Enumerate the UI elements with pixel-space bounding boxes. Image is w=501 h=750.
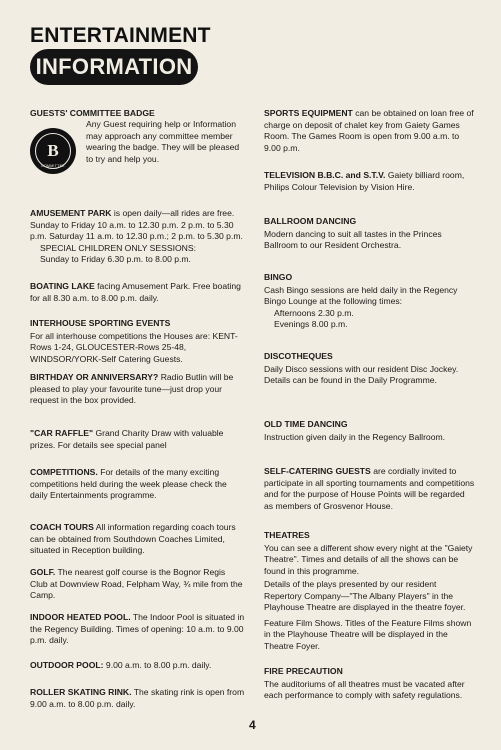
theatres-section [264, 530, 476, 652]
television-section [264, 170, 476, 193]
theatres-paragraph-3: Feature Film Shows. Titles of the Feature Films shown in the Playhouse Theatre will be displayed in the Theatre Foyer. [264, 617, 472, 651]
outdoor-pool-section [30, 660, 245, 672]
self-catering-section [264, 466, 476, 512]
bingo-evenings: Evenings 8.00 p.m. [274, 319, 348, 329]
sports-equipment-section [264, 108, 476, 154]
committee-badge-text: Any Guest requiring help or Information may approach any committee member wearing the badge. They will be pleased to try and help you. [86, 119, 240, 164]
television-heading: TELEVISION B.B.C. and S.T.V. [264, 170, 386, 180]
golf-section [30, 567, 245, 602]
indoor-pool-text: The Indoor Pool is situated in the Regency Building. Times of opening: 10 a.m. to 9.00 p.m. daily. [30, 612, 245, 645]
theatres-heading: THEATRES [264, 530, 310, 540]
television-text: Gaiety billiard room, Philips Colour Television by Vision Hire. [264, 170, 465, 192]
committee-badge-icon [30, 128, 76, 174]
interhouse-section [30, 318, 245, 365]
self-catering-text: are cordially invited to participate in all sporting tournaments and competitions and for the purpose of House Points will be regarded as members of Grosvenor House. [264, 466, 475, 511]
self-catering-heading: SELF-CATERING GUESTS [264, 466, 371, 476]
bingo-heading: BINGO [264, 272, 293, 282]
fire-precaution-heading: FIRE PRECAUTION [264, 666, 343, 676]
indoor-pool-section [30, 612, 245, 647]
amusement-park-special: SPECIAL CHILDREN ONLY SESSIONS: [40, 242, 197, 253]
page-number: 4 [249, 718, 256, 732]
old-time-dancing-text: Instruction given daily in the Regency Ballroom. [264, 431, 446, 442]
theatres-paragraph-1: You can see a different show every night at the "Gaiety Theatre". Times and details of all the shows can be found in this programme. [264, 542, 473, 576]
ballroom-heading: BALLROOM DANCING [264, 216, 357, 226]
roller-skating-heading: ROLLER SKATING RINK. [30, 687, 132, 697]
birthday-section [30, 372, 245, 407]
roller-skating-text: The skating rink is open from 9.00 a.m. to 8.00 p.m. daily. [30, 687, 245, 709]
old-time-dancing-heading: OLD TIME DANCING [264, 419, 348, 429]
amusement-park-text: is open daily—all rides are free. Sunday to Friday 10 a.m. to 12.30 p.m. 2 p.m. to 5.30 p.m. Saturday 11 a.m. to 12.30 p.m.; 2 p.m. to 5.30 p.m. [30, 208, 243, 241]
committee-badge-heading: GUESTS' COMMITTEE BADGE [30, 108, 155, 118]
amusement-park-section [30, 208, 245, 266]
coach-tours-heading: COACH TOURS [30, 522, 94, 532]
interhouse-heading: INTERHOUSE SPORTING EVENTS [30, 318, 171, 328]
boating-lake-heading: BOATING LAKE [30, 281, 95, 291]
outdoor-pool-heading: OUTDOOR POOL: [30, 660, 104, 670]
sports-equipment-text: can be obtained on loan free of charge on deposit of chalet key from Gaiety Games Room. The Games Room is open from 9.00 a.m. to 9.00 p.m. [264, 108, 474, 153]
discotheques-section [264, 351, 476, 387]
sports-equipment-heading: SPORTS EQUIPMENT [264, 108, 353, 118]
ballroom-text: Modern dancing to suit all tastes in the Princes Ballroom to our Resident Orchestra. [264, 228, 442, 250]
car-raffle-text: Grand Charity Draw with valuable prizes. For details see special panel [30, 428, 224, 450]
discotheques-text: Daily Disco sessions with our resident Disc Jockey. Details can be found in the Daily Programme. [264, 363, 459, 385]
theatres-paragraph-2: Details of the plays presented by our resident Repertory Company—"The Albany Players" in the Playhouse Theatre are displayed in the theatre foyer. [264, 579, 466, 612]
car-raffle-section [30, 428, 245, 451]
outdoor-pool-text: 9.00 a.m. to 8.00 p.m. daily. [105, 660, 212, 670]
committee-badge-section [30, 108, 245, 183]
old-time-dancing-section [264, 419, 476, 443]
golf-heading: GOLF. [30, 567, 56, 577]
indoor-pool-heading: INDOOR HEATED POOL. [30, 612, 131, 622]
golf-text: The nearest golf course is the Bognor Regis Club at Downview Road, Felpham Way, ¾ mile from the Camp. [30, 567, 243, 600]
amusement-park-heading: AMUSEMENT PARK [30, 208, 112, 218]
birthday-text: Radio Butlin will be pleased to play your favourite tune—just drop your request in the box provided. [30, 372, 234, 405]
coach-tours-text: All information regarding coach tours can be obtained from Southdown Coaches Limited, situated in Reception building. [30, 522, 236, 555]
amusement-park-special-times: Sunday to Friday 6.30 p.m. to 8.00 p.m. [40, 254, 191, 264]
badge-ring-text: COMMITTEE [41, 164, 65, 168]
car-raffle-heading: "CAR RAFFLE" [30, 428, 94, 438]
competitions-heading: COMPETITIONS. [30, 467, 98, 477]
page-title: ENTERTAINMENT [30, 24, 211, 47]
coach-tours-section [30, 522, 245, 557]
interhouse-text: For all interhouse competitions the Houses are: KENT-Rows 1-24, GLOUCESTER-Rows 25-48, WINDSOR/YORK-Self Catering Guests. [30, 330, 238, 364]
ballroom-section [264, 216, 476, 252]
bingo-afternoons: Afternoons 2.30 p.m. [274, 307, 354, 318]
bingo-section [264, 272, 476, 331]
fire-precaution-text: The auditoriums of all theatres must be vacated after each performance to comply with safety regulations. [264, 678, 465, 700]
competitions-text: For details of the many exciting competitions held during the week please check the daily Entertainments programme. [30, 467, 227, 500]
bingo-text: Cash Bingo sessions are held daily in the Regency Bingo Lounge at the following times: [264, 284, 458, 306]
boating-lake-text: facing Amusement Park. Free boating for all 8.30 a.m. to 8.00 p.m. daily. [30, 281, 241, 303]
discotheques-heading: DISCOTHEQUES [264, 351, 333, 361]
birthday-heading: BIRTHDAY OR ANNIVERSARY? [30, 372, 159, 382]
badge-letter: B [47, 141, 59, 161]
page-subtitle-pill: INFORMATION [30, 49, 198, 85]
boating-lake-section [30, 281, 245, 304]
roller-skating-section [30, 687, 245, 710]
fire-precaution-section [264, 666, 476, 702]
competitions-section [30, 467, 245, 502]
